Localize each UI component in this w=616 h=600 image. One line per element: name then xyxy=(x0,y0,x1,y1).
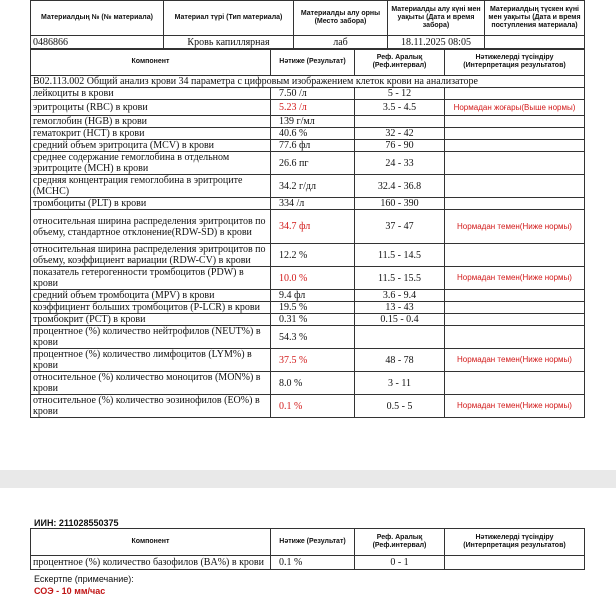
interpretation: Нормадан темен(Ниже нормы) xyxy=(445,349,585,372)
interpretation xyxy=(445,116,585,128)
interpretation xyxy=(445,128,585,140)
reference-range: 160 - 390 xyxy=(355,198,445,210)
result-value: 34.2 г/дл xyxy=(271,175,355,198)
table-row xyxy=(31,556,585,570)
reference-range: 13 - 43 xyxy=(355,302,445,314)
collection-datetime: 18.11.2025 08:05 xyxy=(388,36,485,50)
interpretation xyxy=(445,326,585,349)
iin: ИИН: 211028550375 xyxy=(34,518,119,528)
col-material-type: Материал түрі (Тип материала) xyxy=(164,1,294,36)
table-row xyxy=(31,198,585,210)
result-value: 7.50 /л xyxy=(271,88,355,100)
reference-range: 5 - 12 xyxy=(355,88,445,100)
reference-range xyxy=(355,326,445,349)
col-collection-datetime: Материалды алу күні мен уақыты (Дата и время забора) xyxy=(388,1,485,36)
result-value: 12.2 % xyxy=(271,244,355,267)
interpretation xyxy=(445,290,585,302)
component-name: тромбоциты (PLT) в крови xyxy=(31,198,271,210)
reference-range: 0 - 1 xyxy=(355,556,445,570)
table-row xyxy=(31,175,585,198)
table-row xyxy=(31,372,585,395)
table-row xyxy=(31,210,585,244)
interpretation xyxy=(445,140,585,152)
material-table xyxy=(30,0,585,50)
result-value: 54.3 % xyxy=(271,326,355,349)
result-value: 10.0 % xyxy=(271,267,355,290)
interpretation xyxy=(445,198,585,210)
result-value: 34.7 фл xyxy=(271,210,355,244)
component-name: среднее содержание гемоглобина в отдельном эритроците (MCH) в крови xyxy=(31,152,271,175)
component-name: гематокрит (HCT) в крови xyxy=(31,128,271,140)
reference-range: 37 - 47 xyxy=(355,210,445,244)
col-material-number: Материалдың № (№ материала) xyxy=(31,1,164,36)
reference-range: 3.6 - 9.4 xyxy=(355,290,445,302)
component-name: эритроциты (RBC) в крови xyxy=(31,100,271,116)
col-component: Компонент xyxy=(31,49,271,76)
col-collection-place: Материалды алу орны (Место забора) xyxy=(294,1,388,36)
collection-place: лаб xyxy=(294,36,388,50)
table-row xyxy=(31,395,585,418)
result-value: 26.6 пг xyxy=(271,152,355,175)
result-value: 37.5 % xyxy=(271,349,355,372)
component-name: средний объем тромбоцита (MPV) в крови xyxy=(31,290,271,302)
table-row xyxy=(31,152,585,175)
col-result: Нәтиже (Результат) xyxy=(271,529,355,556)
result-value: 0.1 % xyxy=(271,395,355,418)
reference-range: 3.5 - 4.5 xyxy=(355,100,445,116)
col-received-datetime: Материалдың түскен күні мен уақыты (Дата и время поступления материала) xyxy=(485,1,585,36)
reference-range: 32.4 - 36.8 xyxy=(355,175,445,198)
result-value: 139 г/мл xyxy=(271,116,355,128)
component-name: относительная ширина распределения эритроцитов по объему, коэффициент вариации (RDW-CV) в крови xyxy=(31,244,271,267)
interpretation xyxy=(445,372,585,395)
interpretation xyxy=(445,302,585,314)
component-name: процентное (%) количество нейтрофилов (NEUT%) в крови xyxy=(31,326,271,349)
result-value: 77.6 фл xyxy=(271,140,355,152)
result-value: 334 /л xyxy=(271,198,355,210)
interpretation xyxy=(445,152,585,175)
interpretation: Нормадан темен(Ниже нормы) xyxy=(445,210,585,244)
col-interpretation: Нәтижелерді түсіндіру (Интерпретация результатов) xyxy=(445,529,585,556)
reference-range: 0.15 - 0.4 xyxy=(355,314,445,326)
component-name: лейкоциты в крови xyxy=(31,88,271,100)
report-page-2 xyxy=(0,488,616,600)
result-value: 40.6 % xyxy=(271,128,355,140)
reference-range: 3 - 11 xyxy=(355,372,445,395)
esr-note: СОЭ - 10 мм/час xyxy=(34,586,106,596)
section-title: B02.113.002 Общий анализ крови 34 параметра с цифровым изображением клеток крови на анализаторе xyxy=(31,76,585,88)
component-name: коэффициент больших тромбоцитов (P-LCR) в крови xyxy=(31,302,271,314)
interpretation xyxy=(445,556,585,570)
col-reference: Реф. Аралық (Реф.интервал) xyxy=(355,49,445,76)
interpretation xyxy=(445,244,585,267)
interpretation: Нормадан жоғары(Выше нормы) xyxy=(445,100,585,116)
component-name: средняя концентрация гемоглобина в эритроците (MCHC) xyxy=(31,175,271,198)
table-row xyxy=(31,267,585,290)
table-row xyxy=(31,290,585,302)
table-row xyxy=(31,88,585,100)
interpretation: Нормадан темен(Ниже нормы) xyxy=(445,267,585,290)
result-value: 19.5 % xyxy=(271,302,355,314)
component-name: относительное (%) количество эозинофилов (EO%) в крови xyxy=(31,395,271,418)
table-row xyxy=(31,349,585,372)
reference-range: 0.5 - 5 xyxy=(355,395,445,418)
reference-range xyxy=(355,116,445,128)
table-row xyxy=(31,302,585,314)
reference-range: 11.5 - 14.5 xyxy=(355,244,445,267)
table-row xyxy=(31,128,585,140)
table-row xyxy=(31,314,585,326)
component-name: относительное (%) количество моноцитов (MON%) в крови xyxy=(31,372,271,395)
result-value: 0.31 % xyxy=(271,314,355,326)
table-row xyxy=(31,326,585,349)
component-name: процентное (%) количество лимфоцитов (LYM%) в крови xyxy=(31,349,271,372)
result-value: 5.23 /л xyxy=(271,100,355,116)
col-result: Нәтиже (Результат) xyxy=(271,49,355,76)
reference-range: 24 - 33 xyxy=(355,152,445,175)
note-label: Ескертпе (примечание): xyxy=(34,574,134,584)
table-row xyxy=(31,140,585,152)
result-value: 0.1 % xyxy=(271,556,355,570)
component-name: показатель гетерогенности тромбоцитов (PDW) в крови xyxy=(31,267,271,290)
table-row xyxy=(31,100,585,116)
reference-range: 32 - 42 xyxy=(355,128,445,140)
component-name: средний объем эритроцита (MCV) в крови xyxy=(31,140,271,152)
component-name: тромбокрит (PCT) в крови xyxy=(31,314,271,326)
component-name: относительная ширина распределения эритроцитов по объему, стандартное отклонение(RDW-SD) в крови xyxy=(31,210,271,244)
results-table-continued xyxy=(30,528,585,570)
reference-range: 11.5 - 15.5 xyxy=(355,267,445,290)
table-row xyxy=(31,116,585,128)
reference-range: 48 - 78 xyxy=(355,349,445,372)
table-row xyxy=(31,244,585,267)
interpretation xyxy=(445,314,585,326)
material-number: 0486866 xyxy=(31,36,164,50)
results-table xyxy=(30,48,585,418)
reference-range: 76 - 90 xyxy=(355,140,445,152)
col-component: Компонент xyxy=(31,529,271,556)
component-name: процентное (%) количество базофилов (BA%) в крови xyxy=(31,556,271,570)
component-name: гемоглобин (HGB) в крови xyxy=(31,116,271,128)
interpretation: Нормадан темен(Ниже нормы) xyxy=(445,395,585,418)
result-value: 9.4 фл xyxy=(271,290,355,302)
col-interpretation: Нәтижелерді түсіндіру (Интерпретация результатов) xyxy=(445,49,585,76)
interpretation xyxy=(445,175,585,198)
col-reference: Реф. Аралық (Реф.интервал) xyxy=(355,529,445,556)
material-type: Кровь капиллярная xyxy=(164,36,294,50)
result-value: 8.0 % xyxy=(271,372,355,395)
interpretation xyxy=(445,88,585,100)
